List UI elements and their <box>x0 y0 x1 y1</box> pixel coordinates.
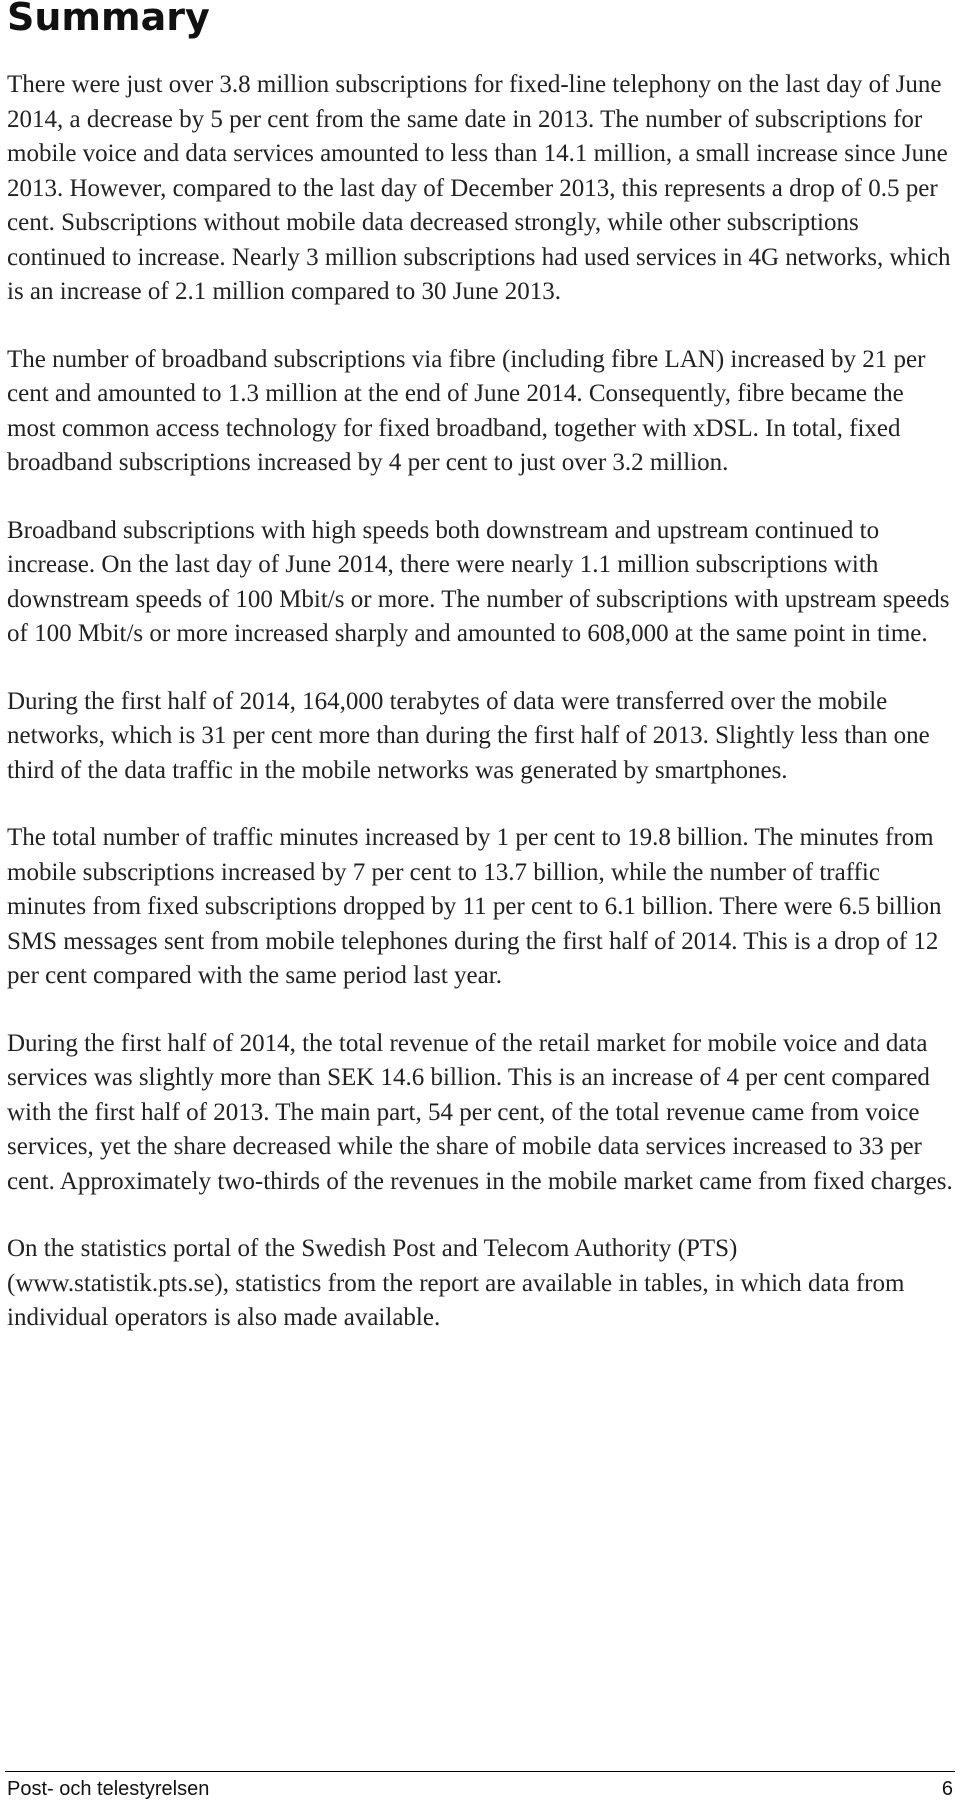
paragraph-data-traffic: During the first half of 2014, 164,000 terabytes of data were transferred over the mobile networks, which is 31 per cent more than during the first half of 2013. Slightly less than one third of the data traffic in the mobile networks was generated by smartphones. <box>7 687 930 784</box>
footer-page-number: 6 <box>941 1778 953 1800</box>
paragraph-broadband-fibre: The number of broadband subscriptions via fibre (including fibre LAN) increased by 21 per cent and amounted to 1.3 million at the end of June 2014. Consequently, fibre became the most common access technology for fixed broadband, together with xDSL. In total, fixed broadband subscriptions increased by 4 per cent to just over 3.2 million. <box>7 345 926 476</box>
page-title: Summary <box>7 0 210 39</box>
paragraph-high-speed: Broadband subscriptions with high speeds both downstream and upstream continued to increase. On the last day of June 2014, there were nearly 1.1 million subscriptions with downstream speeds of 100 Mbit/s or more. The number of subscriptions with upstream speeds of 100 Mbit/s or more increased sharply and amounted to 608,000 at the same point in time. <box>7 516 950 647</box>
paragraph-subscriptions: There were just over 3.8 million subscriptions for fixed-line telephony on the last day of June 2014, a decrease by 5 per cent from the same date in 2013. The number of subscriptions for mobile voice and data services amounted to less than 14.1 million, a small increase since June 2013. However, compared to the last day of December 2013, this represents a drop of 0.5 per cent. Subscriptions without mobile data decreased strongly, while other subscriptions continued to increase. Nearly 3 million subscriptions had used services in 4G networks, which is an increase of 2.1 million compared to 30 June 2013. <box>7 71 951 305</box>
paragraph-statistics-portal: On the statistics portal of the Swedish Post and Telecom Authority (PTS) (www.statistik.pts.se), statistics from the report are available in tables, in which data from individual operators is also made available. <box>7 1235 905 1331</box>
footer-publisher: Post- och telestyrelsen <box>7 1778 210 1800</box>
summary-body <box>7 68 953 1369</box>
paragraph-revenue: During the first half of 2014, the total revenue of the retail market for mobile voice and data services was slightly more than SEK 14.6 billion. This is an increase of 4 per cent compared with the first half of 2013. The main part, 54 per cent, of the total revenue came from voice services, yet the share decreased while the share of mobile data services increased to 33 per cent. Approximately two-thirds of the revenues in the mobile market came from fixed charges. <box>7 1029 953 1195</box>
footer-divider <box>5 1771 955 1772</box>
paragraph-traffic-minutes: The total number of traffic minutes increased by 1 per cent to 19.8 billion. The minutes from mobile subscriptions increased by 7 per cent to 13.7 billion, while the number of traffic minutes from fixed subscriptions dropped by 11 per cent to 6.1 billion. There were 6.5 billion SMS messages sent from mobile telephones during the first half of 2014. This is a drop of 12 per cent compared with the same period last year. <box>7 824 942 989</box>
